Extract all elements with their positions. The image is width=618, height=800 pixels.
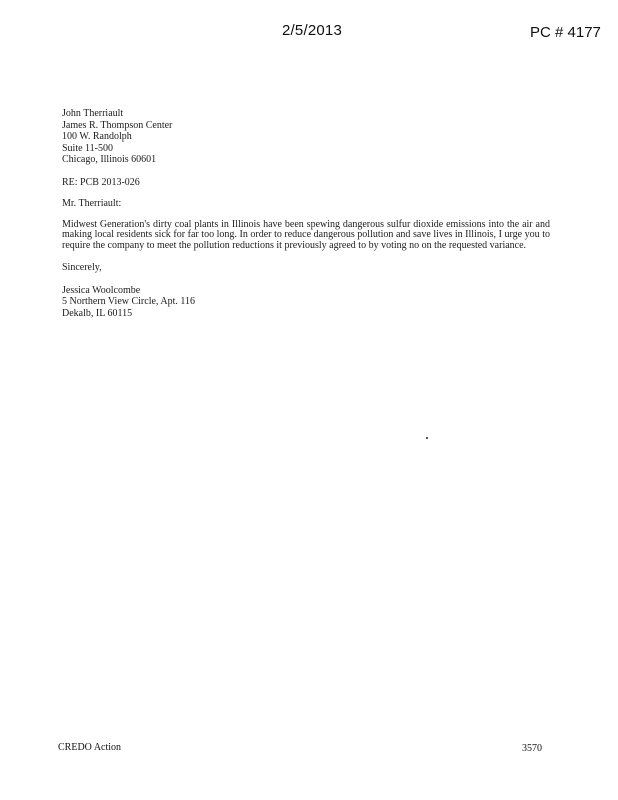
recipient-line: John Therriault	[62, 108, 124, 119]
recipient-line: Suite 11-500	[62, 142, 114, 154]
recipient-line: James R. Thompson Center	[62, 119, 173, 131]
sender-block	[62, 285, 550, 320]
re-line: RE: PCB 2013-026	[62, 176, 140, 188]
letter-body	[62, 108, 550, 319]
recipient-line: Chicago, Illinois 60601	[62, 154, 157, 165]
letter-paragraph: Midwest Generation's dirty coal plants in Illinois have been spewing dangerous sulfur dioxide emissions into the air and making local residents sick for far too long. In order to reduce dangerous pollution and save lives in Illinois, I urge you to require the company to meet the pollution reductions it previously agreed to by voting no on the requested variance.	[62, 218, 550, 251]
pc-number: PC # 4177	[530, 24, 601, 41]
scan-speck	[426, 437, 428, 439]
salutation: Mr. Therriault:	[62, 198, 122, 209]
sender-line: 5 Northern View Circle, Apt. 116	[62, 296, 195, 307]
sender-line: Jessica Woolcombe	[62, 284, 141, 296]
closing: Sincerely,	[62, 262, 102, 273]
document-date: 2/5/2013	[282, 22, 342, 39]
recipient-address	[62, 108, 550, 166]
sender-line: Dekalb, IL 60115	[62, 307, 133, 319]
footer-organization: CREDO Action	[58, 742, 122, 753]
recipient-line: 100 W. Randolph	[62, 131, 132, 142]
footer-page-number: 3570	[522, 743, 542, 754]
